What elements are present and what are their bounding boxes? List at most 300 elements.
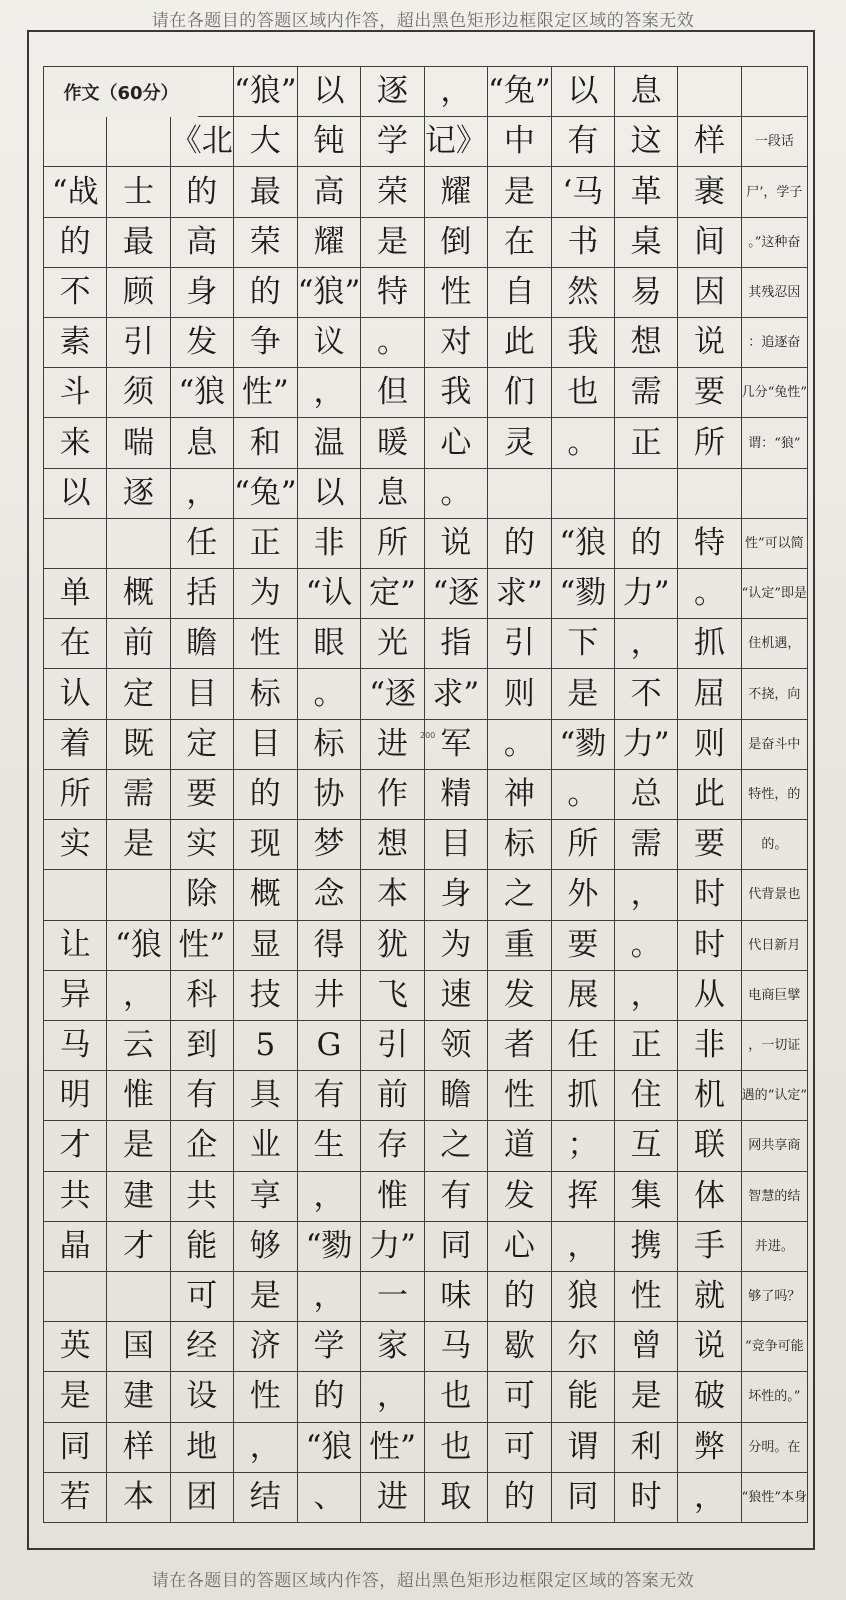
grid-cell: 进 — [361, 720, 424, 770]
overflow-char: 即 — [780, 586, 794, 602]
grid-cell: 以 — [298, 67, 362, 117]
overflow-char: 巨 — [774, 987, 788, 1003]
grid-cell: 着 — [44, 720, 107, 770]
grid-cell: 协 — [298, 770, 362, 820]
grid-cell: 的 — [488, 519, 552, 569]
grid-cell: 能 — [552, 1372, 615, 1422]
grid-cell: 之 — [488, 870, 552, 920]
grid-cell: 为 — [425, 921, 488, 971]
overflow-char: 性” — [787, 385, 807, 401]
overflow-char: “兔 — [767, 385, 788, 401]
grid-cell: 地 — [171, 1423, 234, 1473]
grid-cell: 则 — [678, 720, 741, 770]
grid-cell: 的 — [615, 519, 678, 569]
overflow-char: 一 — [761, 1038, 775, 1054]
grid-cell: 引 — [488, 619, 552, 669]
grid-cell: 书 — [552, 218, 615, 268]
grid-cell: 才 — [107, 1222, 170, 1272]
overflow-char: “竞 — [744, 1339, 765, 1355]
grid-cell — [107, 117, 170, 167]
grid-cell: 力” — [615, 720, 678, 770]
grid-cell: 定” — [361, 569, 424, 619]
grid-cell: 目 — [425, 820, 488, 870]
grid-cell: 对 — [425, 318, 488, 368]
grid-cell: 瞻 — [171, 619, 234, 669]
overflow-char: ， — [787, 636, 801, 652]
overflow-char: 性 — [761, 1389, 775, 1405]
grid-cell: 们 — [488, 368, 552, 418]
overflow-char: “狼 — [741, 1489, 762, 1505]
composition-grid — [43, 66, 808, 1523]
grid-cell: “狼 — [298, 1423, 362, 1473]
grid-cell: 的 — [44, 218, 107, 268]
grid-cell: 耀 — [298, 218, 362, 268]
grid-cell-overflow — [742, 1473, 808, 1523]
grid-cell-overflow — [742, 1021, 808, 1071]
grid-cell: 科 — [171, 971, 234, 1021]
grid-cell: 任 — [171, 519, 234, 569]
overflow-char: 网 — [748, 1138, 762, 1154]
grid-cell: 正 — [234, 519, 298, 569]
grid-cell: 性” — [234, 368, 298, 418]
grid-cell: 互 — [615, 1121, 678, 1171]
grid-cell: 荣 — [234, 218, 298, 268]
grid-cell: 是 — [44, 1372, 107, 1422]
overflow-char: 了 — [761, 1289, 775, 1305]
overflow-char: 的 — [774, 1188, 788, 1204]
grid-cell: 议 — [298, 318, 362, 368]
overflow-char: 遇 — [741, 1088, 755, 1104]
overflow-char: 。 — [780, 1238, 794, 1254]
overflow-char: 也 — [787, 887, 801, 903]
grid-cell: “勠 — [552, 720, 615, 770]
grid-cell: 性 — [425, 268, 488, 318]
grid-cell-overflow — [742, 770, 808, 820]
grid-cell: 、 — [298, 1473, 362, 1523]
grid-cell: 暖 — [361, 418, 424, 468]
answer-area-notice-top: 请在各题目的答题区域内作答，超出黑色矩形边框限定区域的答案无效 — [151, 11, 695, 31]
grid-cell: 所 — [552, 820, 615, 870]
grid-cell: 。 — [488, 720, 552, 770]
grid-cell: 然 — [552, 268, 615, 318]
grid-cell: 所 — [361, 519, 424, 569]
overflow-char: 追 — [761, 335, 775, 351]
grid-cell: 的 — [488, 1272, 552, 1322]
grid-cell: 的 — [234, 268, 298, 318]
grid-cell: 的 — [298, 1372, 362, 1422]
grid-cell: 学 — [361, 117, 424, 167]
grid-cell: ， — [552, 1222, 615, 1272]
grid-cell: 经 — [171, 1322, 234, 1372]
grid-cell-overflow — [742, 569, 808, 619]
grid-cell: 有 — [552, 117, 615, 167]
grid-cell: 革 — [615, 167, 678, 217]
overflow-char: 话 — [780, 134, 794, 150]
grid-cell: 团 — [171, 1473, 234, 1523]
grid-cell: 展 — [552, 971, 615, 1021]
section-title: 作文（60分） — [44, 67, 198, 117]
grid-cell: ； — [552, 1121, 615, 1171]
overflow-char: 性 — [761, 786, 775, 802]
grid-cell: 身 — [425, 870, 488, 920]
grid-cell: 利 — [615, 1423, 678, 1473]
overflow-char: 这 — [761, 234, 775, 250]
overflow-char: 遇 — [774, 636, 788, 652]
grid-cell: 素 — [44, 318, 107, 368]
grid-cell — [678, 67, 741, 117]
grid-cell: 也 — [425, 1423, 488, 1473]
grid-cell: 屈 — [678, 669, 741, 719]
grid-cell: 可 — [488, 1423, 552, 1473]
overflow-char: 。 — [774, 837, 788, 853]
overflow-char: 斗 — [774, 736, 788, 752]
grid-cell-overflow — [742, 921, 808, 971]
grid-cell: 有 — [171, 1071, 234, 1121]
grid-cell: 样 — [107, 1423, 170, 1473]
grid-cell: 任 — [552, 1021, 615, 1071]
grid-cell: 集 — [615, 1172, 678, 1222]
grid-cell: “狼 — [107, 921, 170, 971]
grid-cell: 若 — [44, 1473, 107, 1523]
grid-cell: 惟 — [361, 1172, 424, 1222]
overflow-char: 子 — [789, 184, 803, 200]
grid-cell: 。 — [552, 770, 615, 820]
grid-cell: 定 — [107, 669, 170, 719]
grid-cell: 温 — [298, 418, 362, 468]
overflow-char: 忍 — [774, 284, 788, 300]
overflow-char: ， — [748, 1038, 762, 1054]
grid-cell: 的 — [234, 770, 298, 820]
overflow-char: 结 — [787, 1188, 801, 1204]
grid-cell: 异 — [44, 971, 107, 1021]
grid-cell: 是 — [361, 218, 424, 268]
grid-cell-overflow — [742, 1172, 808, 1222]
grid-cell: 发 — [488, 1172, 552, 1222]
grid-cell: 灵 — [488, 418, 552, 468]
grid-cell: 《北 — [171, 117, 234, 167]
grid-cell: 现 — [234, 820, 298, 870]
overflow-char: 并 — [754, 1238, 768, 1254]
grid-cell: 标 — [488, 820, 552, 870]
grid-cell: “逐 — [425, 569, 488, 619]
grid-cell: 不 — [615, 669, 678, 719]
grid-cell: 心 — [488, 1222, 552, 1272]
grid-cell: 斗 — [44, 368, 107, 418]
grid-cell: 业 — [234, 1121, 298, 1171]
grid-cell: 本 — [107, 1473, 170, 1523]
grid-cell: 性” — [361, 1423, 424, 1473]
overflow-char: 可 — [764, 535, 778, 551]
grid-cell: 生 — [298, 1121, 362, 1171]
grid-cell-overflow — [742, 519, 808, 569]
grid-cell: 也 — [552, 368, 615, 418]
grid-cell: 结 — [234, 1473, 298, 1523]
overflow-char: 共 — [761, 1138, 775, 1154]
grid-cell: 重 — [488, 921, 552, 971]
grid-cell: “认 — [298, 569, 362, 619]
grid-cell: 本 — [361, 870, 424, 920]
grid-cell: 发 — [488, 971, 552, 1021]
grid-cell: 要 — [678, 368, 741, 418]
grid-cell-overflow — [742, 167, 808, 217]
overflow-char: 特 — [748, 786, 762, 802]
overflow-char: 挠 — [761, 686, 775, 702]
grid-cell: 有 — [425, 1172, 488, 1222]
grid-cell — [44, 870, 107, 920]
grid-cell: 要 — [678, 820, 741, 870]
grid-cell-overflow — [742, 418, 808, 468]
grid-cell: 曾 — [615, 1322, 678, 1372]
grid-cell: 前 — [107, 619, 170, 669]
grid-cell-overflow — [742, 1222, 808, 1272]
overflow-char: 擘 — [787, 987, 801, 1003]
grid-cell: ， — [298, 368, 362, 418]
overflow-char: ， — [774, 686, 788, 702]
overflow-char: 的 — [754, 1088, 768, 1104]
overflow-char: 奋 — [787, 335, 801, 351]
grid-cell: 争 — [234, 318, 298, 368]
grid-cell — [742, 67, 808, 117]
overflow-char: 身 — [793, 1489, 807, 1505]
grid-cell: ， — [615, 870, 678, 920]
overflow-char: “认 — [767, 1088, 788, 1104]
grid-cell: 概 — [107, 569, 170, 619]
grid-cell: 挥 — [552, 1172, 615, 1222]
grid-cell: ， — [298, 1272, 362, 1322]
grid-cell: 能 — [171, 1222, 234, 1272]
grid-cell: ‘马 — [552, 167, 615, 217]
grid-cell: 体 — [678, 1172, 741, 1222]
overflow-char: 以 — [777, 535, 791, 551]
overflow-char: 不 — [748, 686, 762, 702]
grid-cell-overflow — [742, 1071, 808, 1121]
grid-cell: 实 — [171, 820, 234, 870]
grid-cell: 指 — [425, 619, 488, 669]
grid-cell: 是 — [488, 167, 552, 217]
grid-cell: 所 — [44, 770, 107, 820]
overflow-char: 本 — [780, 1489, 794, 1505]
grid-cell: 作 — [361, 770, 424, 820]
grid-cell: 特 — [678, 519, 741, 569]
grid-cell: 携 — [615, 1222, 678, 1272]
grid-cell: 马 — [44, 1021, 107, 1071]
grid-cell: 来 — [44, 418, 107, 468]
grid-cell: “勠 — [298, 1222, 362, 1272]
grid-cell: 记》 — [425, 117, 488, 167]
grid-cell — [678, 469, 741, 519]
overflow-char: 分 — [754, 385, 768, 401]
grid-cell: 实 — [44, 820, 107, 870]
word-count-mark: 200 — [420, 731, 436, 740]
grid-cell: 就 — [678, 1272, 741, 1322]
grid-cell: ， — [171, 469, 234, 519]
grid-cell: 息 — [171, 418, 234, 468]
grid-cell: 标 — [234, 669, 298, 719]
grid-cell: 说 — [425, 519, 488, 569]
grid-cell: 建 — [107, 1372, 170, 1422]
overflow-char: 学 — [776, 184, 790, 200]
grid-cell: 同 — [44, 1423, 107, 1473]
grid-cell: 云 — [107, 1021, 170, 1071]
grid-cell: 的 — [171, 167, 234, 217]
overflow-char: 残 — [761, 284, 775, 300]
overflow-char: 证 — [787, 1038, 801, 1054]
grid-cell: 具 — [234, 1071, 298, 1121]
grid-cell: 自 — [488, 268, 552, 318]
overflow-char: 。” — [787, 1389, 801, 1405]
grid-cell: 裹 — [678, 167, 741, 217]
grid-cell: 从 — [678, 971, 741, 1021]
overflow-char: 。” — [748, 234, 762, 250]
grid-cell: 须 — [107, 368, 170, 418]
grid-cell: 。 — [425, 469, 488, 519]
overflow-char: 的 — [761, 837, 775, 853]
overflow-char: 切 — [774, 1038, 788, 1054]
overflow-char: 够 — [748, 1289, 762, 1305]
grid-cell: 技 — [234, 971, 298, 1021]
overflow-char: 享 — [774, 1138, 788, 1154]
grid-cell: ， — [425, 67, 488, 117]
grid-cell: 因 — [678, 268, 741, 318]
overflow-char: ， — [763, 184, 777, 200]
grid-cell: “狼” — [234, 67, 298, 117]
grid-cell: “兔” — [488, 67, 552, 117]
grid-cell: 。 — [615, 921, 678, 971]
grid-cell: 既 — [107, 720, 170, 770]
grid-cell: 设 — [171, 1372, 234, 1422]
overflow-char: 吗 — [774, 1289, 788, 1305]
grid-cell: 明 — [44, 1071, 107, 1121]
overflow-char: 尸’ — [746, 184, 764, 200]
grid-cell: 是 — [107, 1121, 170, 1171]
grid-cell: ， — [298, 1172, 362, 1222]
grid-cell: 定 — [171, 720, 234, 770]
grid-cell-overflow — [742, 669, 808, 719]
grid-cell-overflow — [742, 720, 808, 770]
overflow-char: 智 — [748, 1188, 762, 1204]
grid-cell: 喘 — [107, 418, 170, 468]
grid-cell: 手 — [678, 1222, 741, 1272]
grid-cell: 需 — [615, 368, 678, 418]
grid-cell: 心 — [425, 418, 488, 468]
overflow-char: 逐 — [774, 335, 788, 351]
grid-cell: 求” — [425, 669, 488, 719]
grid-cell: “狼” — [298, 268, 362, 318]
grid-cell: 有 — [298, 1071, 362, 1121]
grid-cell: 以 — [552, 67, 615, 117]
answer-area-notice-bottom: 请在各题目的答题区域内作答，超出黑色矩形边框限定区域的答案无效 — [151, 1571, 695, 1591]
grid-cell: 显 — [234, 921, 298, 971]
grid-cell: 下 — [552, 619, 615, 669]
overflow-char: 代 — [748, 937, 762, 953]
overflow-char: 性” — [744, 535, 765, 551]
grid-cell — [615, 469, 678, 519]
grid-cell: 歇 — [488, 1322, 552, 1372]
grid-cell: 顾 — [107, 268, 170, 318]
grid-cell: 念 — [298, 870, 362, 920]
grid-cell — [107, 1272, 170, 1322]
grid-cell: 非 — [678, 1021, 741, 1071]
grid-cell: 惟 — [107, 1071, 170, 1121]
grid-cell-overflow — [742, 117, 808, 167]
grid-cell: 逐 — [107, 469, 170, 519]
overflow-char: 段 — [767, 134, 781, 150]
overflow-char: 谓 — [748, 435, 762, 451]
grid-cell: 飞 — [361, 971, 424, 1021]
grid-cell: 正 — [615, 418, 678, 468]
overflow-char: 奋 — [787, 234, 801, 250]
grid-cell: 家 — [361, 1322, 424, 1372]
grid-cell: 最 — [234, 167, 298, 217]
overflow-char: 争 — [764, 1339, 778, 1355]
overflow-char: 性” — [761, 1489, 781, 1505]
grid-cell: 最 — [107, 218, 170, 268]
overflow-char: 的 — [787, 786, 801, 802]
grid-cell: 同 — [552, 1473, 615, 1523]
overflow-char: 向 — [787, 686, 801, 702]
overflow-char: 分 — [748, 1439, 762, 1455]
grid-cell: 耀 — [425, 167, 488, 217]
grid-cell: 5 — [234, 1021, 298, 1071]
grid-cell: 军 — [425, 720, 488, 770]
grid-cell: 神 — [488, 770, 552, 820]
overflow-char: ， — [774, 786, 788, 802]
grid-cell: 让 — [44, 921, 107, 971]
grid-cell: 得 — [298, 921, 362, 971]
overflow-char: 简 — [790, 535, 804, 551]
grid-cell — [107, 519, 170, 569]
grid-cell-overflow — [742, 318, 808, 368]
grid-cell: 想 — [361, 820, 424, 870]
grid-cell: 以 — [298, 469, 362, 519]
overflow-char: 几 — [741, 385, 755, 401]
overflow-char: 中 — [787, 736, 801, 752]
grid-cell: 倒 — [425, 218, 488, 268]
overflow-char: 日 — [761, 937, 775, 953]
grid-cell: 进 — [361, 1473, 424, 1523]
grid-cell: 够 — [234, 1222, 298, 1272]
grid-cell: 可 — [488, 1372, 552, 1422]
grid-cell: 引 — [361, 1021, 424, 1071]
overflow-char: 奋 — [761, 736, 775, 752]
grid-cell: 引 — [107, 318, 170, 368]
grid-cell: 同 — [425, 1222, 488, 1272]
grid-cell-overflow — [742, 1121, 808, 1171]
grid-cell: 力” — [361, 1222, 424, 1272]
grid-cell: ， — [615, 971, 678, 1021]
grid-cell: 所 — [678, 418, 741, 468]
grid-cell: 共 — [171, 1172, 234, 1222]
grid-cell: 外 — [552, 870, 615, 920]
grid-cell: 时 — [615, 1473, 678, 1523]
grid-cell: 单 — [44, 569, 107, 619]
grid-cell: 需 — [615, 820, 678, 870]
overflow-char: 其 — [748, 284, 762, 300]
grid-cell: 是 — [552, 669, 615, 719]
grid-cell: 英 — [44, 1322, 107, 1372]
grid-cell-overflow — [742, 971, 808, 1021]
grid-cell: 味 — [425, 1272, 488, 1322]
grid-cell: 到 — [171, 1021, 234, 1071]
grid-cell: 性 — [234, 619, 298, 669]
grid-cell: ， — [107, 971, 170, 1021]
grid-cell: 一 — [361, 1272, 424, 1322]
overflow-char: 月 — [787, 937, 801, 953]
overflow-char: 在 — [787, 1439, 801, 1455]
grid-cell: 间 — [678, 218, 741, 268]
grid-cell: 时 — [678, 921, 741, 971]
grid-cell — [107, 870, 170, 920]
